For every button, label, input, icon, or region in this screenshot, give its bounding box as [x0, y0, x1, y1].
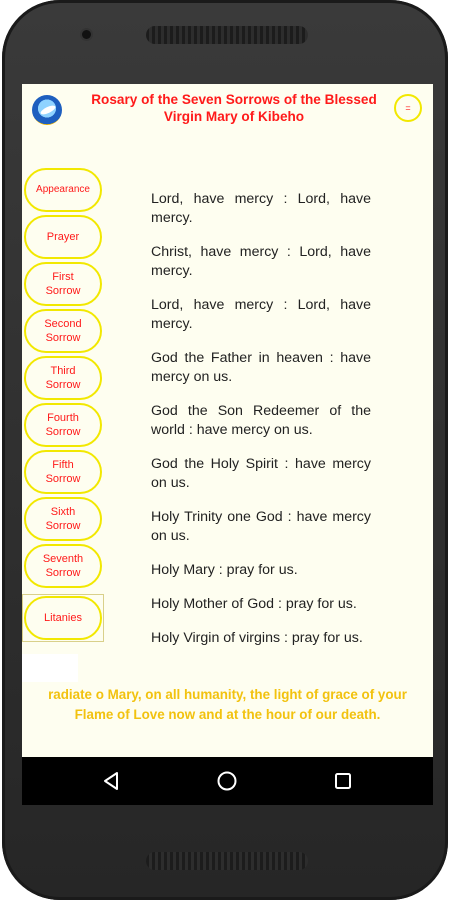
sidebar-item-sixth-sorrow[interactable] [24, 497, 102, 541]
scrolling-prayer-banner [22, 685, 433, 725]
sidebar-item-label: Second Sorrow [44, 318, 82, 344]
litany-list [151, 190, 371, 663]
top-speaker [146, 26, 308, 44]
sidebar-item-label: Litanies [44, 612, 82, 624]
sidebar-item-label: Fifth Sorrow [45, 459, 81, 485]
sidebar-item-label: Fourth Sorrow [45, 412, 81, 438]
banner-line-2: Flame of Love now and at the hour of our death. [74, 707, 381, 722]
sidebar-item-litanies[interactable] [24, 596, 102, 640]
sidebar-item-second-sorrow[interactable] [24, 309, 102, 353]
sidebar-item-fourth-sorrow[interactable] [24, 403, 102, 447]
home-circle-icon [216, 770, 238, 792]
app-logo-icon [32, 95, 62, 125]
sidebar-item-appearance[interactable] [24, 168, 102, 212]
sidebar-item-label: Sixth Sorrow [45, 506, 81, 532]
home-button[interactable] [213, 767, 241, 795]
litany-line: God the Father in heaven : have mercy on us. [151, 350, 371, 385]
sidebar-item-label: Seventh Sorrow [42, 553, 84, 579]
app-screen [22, 84, 433, 757]
back-triangle-icon [102, 771, 122, 791]
sidebar-item-seventh-sorrow[interactable] [24, 544, 102, 588]
sidebar-item-label: First Sorrow [45, 271, 81, 297]
litany-line: Holy Mary : pray for us. [151, 562, 298, 578]
bottom-speaker [146, 852, 308, 870]
sidebar-item-fifth-sorrow[interactable] [24, 450, 102, 494]
menu-icon: = [405, 103, 411, 113]
banner-line-1: radiate o Mary, on all humanity, the light of grace of your [48, 687, 407, 702]
page-title: Rosary of the Seven Sorrows of the Blessed Virgin Mary of Kibeho [91, 92, 377, 124]
litany-line: God the Holy Spirit : have mercy on us. [151, 456, 371, 491]
litany-line: Holy Trinity one God : have mercy on us. [151, 509, 371, 544]
litany-line: Lord, have mercy : Lord, have mercy. [151, 297, 371, 332]
litany-line: Christ, have mercy : Lord, have mercy. [151, 244, 371, 279]
sidebar-item-label: Third Sorrow [45, 365, 81, 391]
litany-line: Holy Mother of God : pray for us. [151, 596, 357, 612]
android-nav-bar [22, 757, 433, 805]
sidebar-item-label: Appearance [36, 184, 90, 195]
recents-square-icon [333, 771, 353, 791]
litany-line: Holy Virgin of virgins : pray for us. [151, 630, 363, 646]
litany-line: God the Son Redeemer of the world : have mercy on us. [151, 403, 371, 438]
back-button[interactable] [98, 767, 126, 795]
phone-frame [2, 0, 448, 900]
sidebar-item-label: Prayer [46, 231, 80, 243]
sidebar-item-third-sorrow[interactable] [24, 356, 102, 400]
front-camera [82, 30, 91, 39]
recents-button[interactable] [329, 767, 357, 795]
sidebar-blank-area [22, 654, 78, 682]
sidebar-item-first-sorrow[interactable] [24, 262, 102, 306]
litany-line: Lord, have mercy : Lord, have mercy. [151, 191, 371, 226]
menu-button[interactable] [394, 94, 422, 122]
sidebar-item-prayer[interactable] [24, 215, 102, 259]
